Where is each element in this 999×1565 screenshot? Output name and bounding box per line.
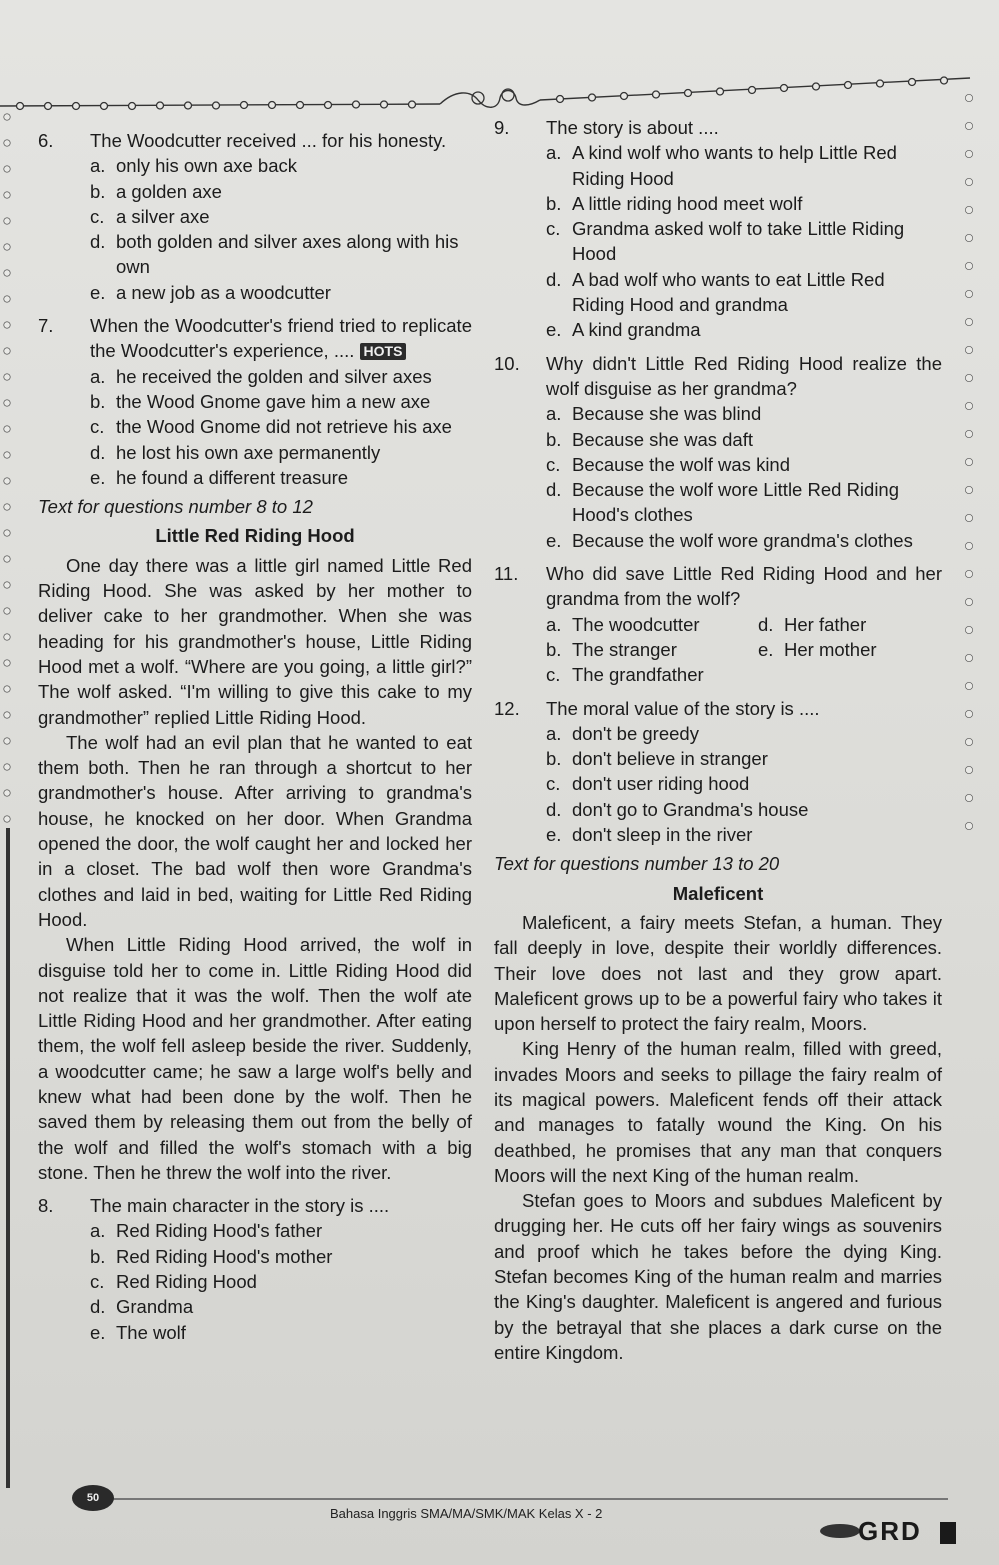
story-paragraph: One day there was a little girl named Little Red Riding Hood. She was asked by her mother to deliver cake to her grandmother. When she was heading for his grandmother's house, Little Riding Hood met a wolf. “Where are you going, a little girl?” The wolf asked. “I'm willing to give this cake to my grandmother” replied Little Riding Hood. [38,554,472,728]
option-e[interactable]: e. don't sleep in the river [546,824,753,846]
option-d[interactable]: d. A bad wolf who wants to eat Little Red Riding Hood and grandma [546,268,885,316]
option-c[interactable]: c. a silver axe [90,205,210,227]
option-a[interactable]: a. Because she was blind [546,403,762,425]
question-text: Why didn't Little Red Riding Hood realize the wolf disguise as her grandma? [546,352,942,399]
option-c[interactable]: c. The grandfather [546,664,704,686]
question-12 [494,696,942,848]
hots-badge: HOTS [360,343,407,360]
publisher-logo: GRD [858,1516,922,1546]
question-text: The story is about .... [546,117,719,138]
story-paragraph: King Henry of the human realm, filled with greed, invades Moors and seeks to pillage the fairy realm of its magical powers. Maleficent fends off their attack and manages to fatally wound the King. On his deathbed, he promises that any man that conquers Moors will the next King of the human realm. [494,1038,942,1186]
option-b[interactable]: b. Red Riding Hood's mother [90,1245,333,1267]
option-d[interactable]: d. both golden and silver axes along with his own [90,231,459,278]
book-title: Bahasa Inggris SMA/MA/SMK/MAK Kelas X - 2 [330,1506,603,1521]
option-d[interactable]: d. he lost his own axe permanently [90,441,381,463]
options-grid [494,612,942,688]
section-note: Text for questions number 8 to 12 [38,496,313,518]
question-number: 9. [494,117,510,138]
question-9 [494,115,942,343]
option-a[interactable]: a. he received the golden and silver axes [90,365,432,387]
option-c[interactable]: c. Because the wolf was kind [546,453,791,475]
decorative-border-right [961,90,977,830]
option-a[interactable]: a. A kind wolf who wants to help Little Red Riding Hood [546,142,897,189]
question-number: 8. [38,1195,54,1217]
option-b[interactable]: b. the Wood Gnome gave him a new axe [90,390,431,412]
option-b[interactable]: b. The stranger [546,638,677,660]
option-e[interactable]: e. Her mother [758,638,877,660]
option-e[interactable]: e. A kind grandma [546,319,701,341]
option-a[interactable]: a. Red Riding Hood's father [90,1220,323,1242]
left-column [38,128,472,1345]
section-note: Text for questions number 13 to 20 [494,853,780,875]
story-paragraph: Stefan goes to Moors and subdues Maleficent by drugging her. He cuts off her fairy wings as souvenirs and proof which he takes before the dying King. Stefan becomes King of the human realm and marries the King's daughter. Maleficent is angered and furious by the betrayal that she places a dark curse on the entire Kingdom. [494,1190,942,1363]
story-paragraph: When Little Riding Hood arrived, the wolf in disguise told her to come in. Little Riding Hood did not realize that it was the wolf. Then the wolf ate Little Riding Hood and her grandmother. After eating them, the wolf fell asleep beside the river. Suddenly, a woodcutter came; he saw a large wolf's belly and knew what had been done by the wolf. Then he saved them by releasing them out from the belly of the wolf and filled the wolf's stomach with a big stone. Then he threw the wolf into the river. [38,934,472,1183]
question-number: 11. [494,563,519,585]
option-d[interactable]: d. Because the wolf wore Little Red Riding Hood's clothes [546,479,900,526]
question-text: The moral value of the story is .... [546,697,820,719]
decorative-border-top [0,70,999,120]
publisher-logo-mark-icon [940,1522,956,1544]
page-number: 50 [72,1485,114,1511]
option-d[interactable]: d. Her father [758,613,867,635]
option-b[interactable]: b. A little riding hood meet wolf [546,192,803,214]
option-b[interactable]: b. don't believe in stranger [546,748,768,770]
left-margin-bar [6,828,10,1488]
option-e[interactable]: e. The wolf [90,1321,186,1343]
option-c[interactable]: c. Grandma asked wolf to take Little Riding Hood [546,218,905,265]
right-column [494,115,942,1365]
option-a[interactable]: a. only his own axe back [90,155,297,177]
story-title: Maleficent [672,882,764,904]
option-c[interactable]: c. Red Riding Hood [90,1271,257,1293]
question-text: The main character in the story is .... [90,1195,390,1217]
question-8 [38,1193,472,1345]
decorative-border-left [0,110,14,830]
question-number: 6. [38,130,54,151]
option-a[interactable]: a. The woodcutter [546,613,700,635]
question-text: The Woodcutter received ... for his honesty. [90,130,447,151]
page-footer [0,1480,999,1565]
publisher-swoosh-icon [820,1524,860,1538]
option-c[interactable]: c. the Wood Gnome did not retrieve his axe [90,416,452,438]
option-a[interactable]: a. don't be greedy [546,722,699,744]
footer-divider [88,1498,948,1500]
question-text: When the Woodcutter's friend tried to replicate the Woodcutter's experience, .... HOTS [90,315,472,362]
option-d[interactable]: d. Grandma [90,1296,194,1318]
question-10 [494,351,942,553]
story-title: Little Red Riding Hood [155,525,355,547]
option-b[interactable]: b. Because she was daft [546,428,753,450]
question-6 [38,128,472,305]
question-number: 12. [494,697,520,719]
question-7 [38,313,472,490]
question-number: 7. [38,315,54,337]
option-e[interactable]: e. he found a different treasure [90,466,349,488]
story-paragraph: Maleficent, a fairy meets Stefan, a human. They fall deeply in love, despite their worldly differences. Their love does not last and they grow apart. Maleficent grows up to be a powerful fairy who takes it upon herself to protect the fairy realm, Moors. [494,911,942,1035]
story-paragraph: The wolf had an evil plan that he wanted to eat them both. Then he ran through a shortcut to her grandmother's house. After arriving to grandma's house, he knocked on her door. When Grandma opened the door, the wolf caught her and locked her in a closet. The bad wolf then wore Grandma's clothes and laid in bed, waiting for Little Red Riding Hood. [38,731,472,930]
question-text: Who did save Little Red Riding Hood and her grandma from the wolf? [546,563,942,610]
option-e[interactable]: e. a new job as a woodcutter [90,281,331,303]
option-e[interactable]: e. Because the wolf wore grandma's clothes [546,529,913,551]
question-11 [494,561,942,687]
option-c[interactable]: c. don't user riding hood [546,773,750,795]
option-d[interactable]: d. don't go to Grandma's house [546,798,809,820]
question-number: 10. [494,352,520,374]
option-b[interactable]: b. a golden axe [90,180,222,202]
